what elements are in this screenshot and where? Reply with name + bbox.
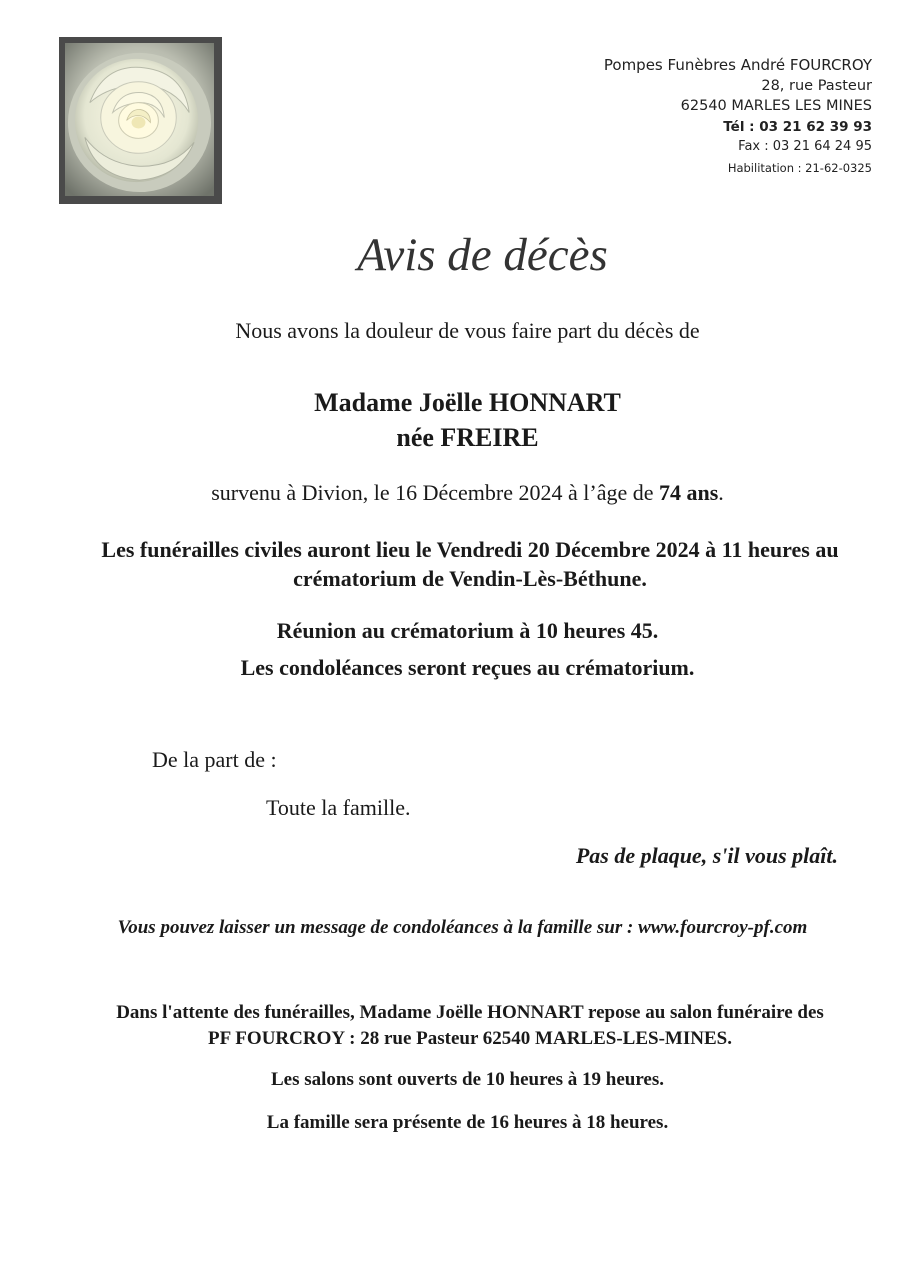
from-value: Toute la famille.: [266, 795, 411, 820]
meeting-time: Réunion au crématorium à 10 heures 45.: [276, 618, 659, 643]
no-plaque-note: Pas de plaque, s'il vous plaît.: [575, 843, 838, 868]
company-header: [604, 55, 872, 178]
intro-text: Nous avons la douleur de vous faire part du décès de: [235, 318, 700, 343]
condolence-message-note: Vous pouvez laisser un message de condoléances à la famille sur : www.fourcroy-pf.com: [117, 917, 808, 938]
waiting-details: [30, 1000, 905, 1052]
funeral-details: [20, 535, 905, 593]
death-text: survenu à Divion, le 16 Décembre 2024 à l’âge de: [211, 480, 659, 505]
notice-title: Avis de décès: [357, 229, 608, 281]
waiting-line-1: Dans l'attente des funérailles, Madame Joëlle HONNART repose au salon funéraire des: [116, 1002, 824, 1023]
rose-photo: [59, 37, 222, 204]
company-phone: Tél : 03 21 62 39 93: [723, 118, 872, 135]
family-hours: La famille sera présente de 16 heures à 18 heures.: [266, 1112, 669, 1133]
death-details: [0, 480, 905, 506]
company-habilitation: Habilitation : 21-62-0325: [727, 160, 872, 175]
age: 74 ans: [659, 480, 719, 505]
maiden-name: née FREIRE: [396, 423, 539, 452]
company-name: Pompes Funèbres André FOURCROY: [603, 56, 872, 74]
condolences-note: Les condoléances seront reçues au crématorium.: [240, 655, 695, 680]
company-address: 28, rue Pasteur: [761, 77, 872, 94]
from-label: De la part de :: [152, 747, 277, 772]
deceased-name-block: [0, 385, 905, 455]
funeral-line-1: Les funérailles civiles auront lieu le Vendredi 20 Décembre 2024 à 11 heures au: [101, 537, 839, 562]
company-fax: Fax : 03 21 64 24 95: [738, 139, 872, 154]
company-city: 62540 MARLES LES MINES: [680, 98, 872, 114]
white-rose-image: [65, 43, 214, 196]
funeral-line-2: crématorium de Vendin-Lès-Béthune.: [293, 566, 647, 591]
death-end: .: [718, 480, 724, 505]
deceased-name: Madame Joëlle HONNART: [314, 388, 621, 417]
waiting-line-2: PF FOURCROY : 28 rue Pasteur 62540 MARLES-LES-MINES.: [208, 1028, 732, 1049]
salon-hours: Les salons sont ouverts de 10 heures à 19 heures.: [270, 1069, 665, 1090]
